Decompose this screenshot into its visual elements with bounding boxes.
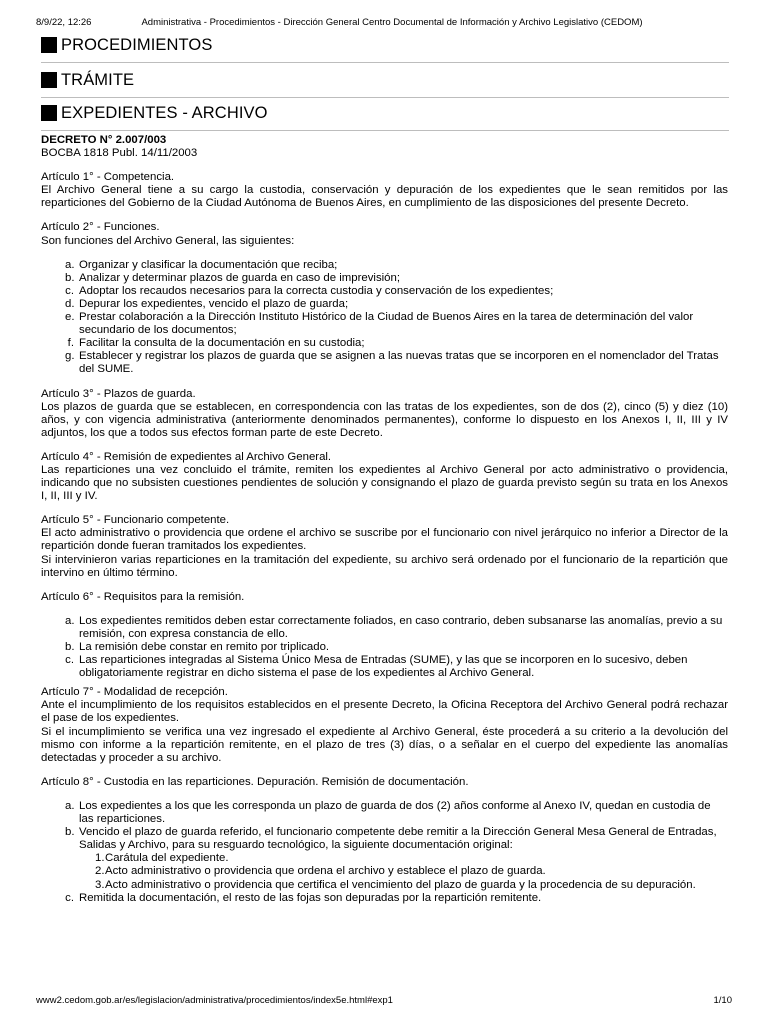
list-item: c. Adoptar los recaudos necesarios para la correcta custodia y conservación de los expedientes; bbox=[65, 284, 554, 297]
list-item: b. La remisión debe constar en remito por triplicado. bbox=[65, 641, 330, 653]
article-8-list-continued bbox=[41, 892, 728, 905]
article-5-text-1: El acto administrativo o providencia que ordene el archivo se suscribe por el funcionario con nivel jerárquico no inferior a Director de la repartición donde fueran tramitados los expedientes. bbox=[41, 527, 728, 553]
square-bullet-icon bbox=[41, 105, 57, 121]
list-item: a. Los expedientes a los que les corresponda un plazo de guarda de dos (2) años conforme al Anexo IV, quedan en custodia de las reparticiones. bbox=[65, 799, 711, 826]
article-1-text: El Archivo General tiene a su cargo la custodia, conservación y depuración de los expedientes que le sean remitidos por las reparticiones del Gobierno de la Ciudad Autónoma de Buenos Aires, en cumplimiento de las disposiciones del presente Decreto. bbox=[41, 184, 728, 210]
print-footer bbox=[36, 995, 732, 1006]
list-item: 3. Acto administrativo o providencia que certifica el vencimiento del plazo de guarda y la procedencia de su depuración. bbox=[95, 878, 696, 891]
section-heading-procedimientos[interactable] bbox=[41, 28, 729, 63]
heading-label: PROCEDIMIENTOS bbox=[61, 35, 213, 54]
list-item: 1. Carátula del expediente. bbox=[95, 852, 229, 865]
print-datetime: 8/9/22, 12:26 bbox=[36, 17, 92, 28]
article-5-title: Artículo 5° - Funcionario competente. bbox=[41, 514, 230, 527]
square-bullet-icon bbox=[41, 37, 57, 53]
print-header bbox=[36, 17, 732, 28]
article-8-title: Artículo 8° - Custodia en las reparticiones. Depuración. Remisión de documentación. bbox=[41, 775, 469, 788]
document-body bbox=[41, 134, 728, 905]
article-3-text: Los plazos de guarda que se establecen, en correspondencia con las tratas de los expedientes, son de dos (2), cinco (5) y diez (10) años, y con vigencia administrativa (anteriormente denominados permanentes), conforme lo dispuesto en los Anexos I, II, III y IV adjuntos, los que a todos sus efectos forman parte de este Decreto. bbox=[41, 400, 728, 439]
list-item: 2. Acto administrativo o providencia que ordena el archivo y establece el plazo de guarda. bbox=[95, 865, 546, 878]
list-item: b. Analizar y determinar plazos de guarda en caso de imprevisión; bbox=[65, 271, 401, 284]
article-2-list bbox=[41, 259, 728, 377]
heading-label: EXPEDIENTES - ARCHIVO bbox=[61, 103, 268, 122]
article-3-title: Artículo 3° - Plazos de guarda. bbox=[41, 387, 196, 400]
square-bullet-icon bbox=[41, 72, 57, 88]
list-item: a. Los expedientes remitidos deben estar correctamente foliados, en caso contrario, deben subsanarse las anomalías, previo a su remisión, con expresa constancia de ello. bbox=[65, 614, 723, 640]
list-item: a. Organizar y clasificar la documentación que reciba; bbox=[65, 258, 338, 271]
decreto-publication: BOCBA 1818 Publ. 14/11/2003 bbox=[41, 147, 198, 160]
page-number: 1/10 bbox=[713, 995, 732, 1006]
article-7-text-2: Si el incumplimiento se verifica una vez ingresado el expediente al Archivo General, éste procederá a su criterio a la devolución del mismo con informe a la repartición remitente, en el plazo de tres (3) días, o a señalar en el cuerpo del expediente las anomalías detectadas y proceder a su archivo. bbox=[41, 725, 728, 764]
article-7-title: Artículo 7° - Modalidad de recepción. bbox=[41, 686, 228, 699]
article-5-text-2: Si intervinieron varias reparticiones en la tramitación del expediente, su archivo será ordenado por el funcionario de la repartición que intervino en último término. bbox=[41, 553, 728, 579]
article-4-text: Las reparticiones una vez concluido el trámite, remiten los expedientes al Archivo General por acto administrativo o providencia, indicando que no subsisten cuestiones pendientes de solución y consignando el plazo de guarda previsto según su trata en los Anexos I, II, III y IV. bbox=[41, 463, 728, 503]
list-item: d. Depurar los expedientes, vencido el plazo de guarda; bbox=[65, 297, 349, 310]
heading-label: TRÁMITE bbox=[61, 70, 135, 89]
article-8-sublist bbox=[41, 852, 728, 891]
section-heading-tramite[interactable] bbox=[41, 63, 729, 98]
article-2-title: Artículo 2° - Funciones. bbox=[41, 221, 160, 234]
list-item: e. Prestar colaboración a la Dirección Instituto Histórico de la Ciudad de Buenos Aires en la tarea de determinación del valor secundario de los documentos; bbox=[65, 311, 694, 337]
print-url[interactable]: www2.cedom.gob.ar/es/legislacion/administrativa/procedimientos/index5e.html#exp1 bbox=[36, 995, 393, 1006]
article-8-list bbox=[41, 800, 728, 852]
list-item: c. Remitida la documentación, el resto de las fojas son depuradas por la repartición remitente. bbox=[65, 891, 542, 904]
article-6-title: Artículo 6° - Requisitos para la remisión. bbox=[41, 590, 245, 603]
list-item: f. Facilitar la consulta de la documentación en su custodia; bbox=[67, 337, 365, 350]
article-7-text-1: Ante el incumplimiento de los requisitos establecidos en el presente Decreto, la Oficina Receptora del Archivo General podrá rechazar el pase de los expedientes. bbox=[41, 699, 728, 725]
list-item: g. Establecer y registrar los plazos de guarda que se asignen a las nuevas tratas que se incorporen en el nomenclador del Tratas del SUME. bbox=[65, 350, 719, 376]
list-item: b. Vencido el plazo de guarda referido, el funcionario competente debe remitir a la Dirección General Mesa General de Entradas, Salidas y Archivo, para su resguardo tecnológico, la siguiente documentación original: bbox=[65, 826, 717, 852]
article-4-title: Artículo 4° - Remisión de expedientes al Archivo General. bbox=[41, 450, 332, 463]
article-6-list bbox=[41, 615, 728, 680]
section-heading-expedientes-archivo[interactable] bbox=[41, 96, 729, 131]
decreto-title: DECRETO N° 2.007/003 bbox=[41, 134, 167, 146]
article-2-intro: Son funciones del Archivo General, las siguientes: bbox=[41, 234, 295, 247]
article-1-title: Artículo 1° - Competencia. bbox=[41, 171, 175, 184]
print-page-title: Administrativa - Procedimientos - Dirección General Centro Documental de Información y Archivo Legislativo (CEDOM) bbox=[141, 17, 643, 28]
list-item: c. Las reparticiones integradas al Sistema Único Mesa de Entradas (SUME), y las que se incorporen en lo sucesivo, deben obligatoriamente registrar en dicho sistema el pase de los expedientes al Archivo General. bbox=[65, 654, 688, 680]
